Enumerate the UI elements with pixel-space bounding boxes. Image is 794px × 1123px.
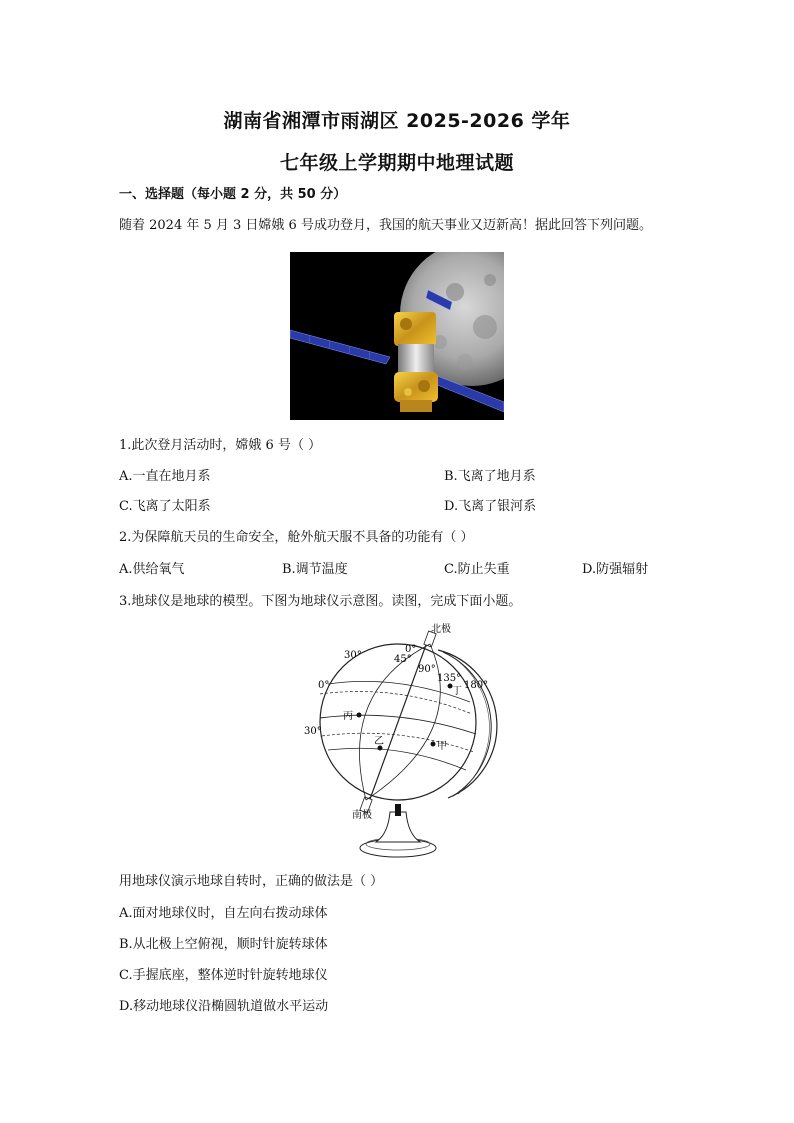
label-lat-30s: 30° <box>304 726 322 737</box>
label-lon-45: 45° <box>394 654 412 665</box>
point-jia-dot <box>431 742 436 747</box>
spacecraft-moon-illustration <box>290 252 504 420</box>
label-point-yi: 乙 <box>374 736 384 747</box>
q2-option-b: B.调节温度 <box>282 562 348 577</box>
label-point-jia: 甲 <box>437 741 447 752</box>
label-lon-0: 0° <box>405 644 417 655</box>
q3-option-a: A.面对地球仪时，自左向右拨动球体 <box>119 906 328 921</box>
section-heading: 一、选择题（每小题 2 分，共 50 分） <box>119 187 347 202</box>
q3-stem: 3.地球仪是地球的模型。下图为地球仪示意图。读图，完成下面小题。 <box>119 594 522 609</box>
intro-text: 随着 2024 年 5 月 3 日嫦娥 6 号成功登月，我国的航天事业又迈新高！据此回答下列问题。 <box>119 218 652 233</box>
label-lat-30n: 30° <box>344 650 362 661</box>
label-south-pole: 南极 <box>352 810 372 821</box>
point-bing-dot <box>357 713 362 718</box>
label-lon-180: 180° <box>464 680 489 691</box>
title-line-1: 湖南省湘潭市雨湖区 2025-2026 学年 <box>223 110 571 132</box>
q1-option-d: D.飞离了银河系 <box>444 499 537 514</box>
q2-option-d: D.防强辐射 <box>582 562 649 577</box>
change6-photo <box>290 252 504 420</box>
label-point-ding: 丁 <box>452 686 462 697</box>
q3-option-d: D.移动地球仪沿椭圆轨道做水平运动 <box>119 999 329 1014</box>
label-lat-0: 0° <box>318 680 330 691</box>
q3-sub-stem: 用地球仪演示地球自转时，正确的做法是（ ） <box>119 874 384 889</box>
globe-stand <box>376 812 420 842</box>
q1-option-b: B.飞离了地月系 <box>444 469 536 484</box>
q1-option-c: C.飞离了太阳系 <box>119 499 211 514</box>
q1-stem: 1.此次登月活动时，嫦娥 6 号（ ） <box>119 438 322 453</box>
label-lon-135: 135° <box>437 673 462 684</box>
q2-option-c: C.防止失重 <box>444 562 510 577</box>
q2-option-a: A.供给氧气 <box>119 562 185 577</box>
q2-stem: 2.为保障航天员的生命安全，舱外航天服不具备的功能有（ ） <box>119 530 474 545</box>
q1-option-a: A.一直在地月系 <box>119 469 211 484</box>
label-lon-90: 90° <box>418 664 436 675</box>
q3-option-c: C.手握底座，整体逆时针旋转地球仪 <box>119 968 328 983</box>
label-north-pole: 北极 <box>431 624 451 635</box>
title-line-2: 七年级上学期期中地理试题 <box>279 152 514 174</box>
label-point-bing: 丙 <box>343 711 353 722</box>
q3-option-b: B.从北极上空俯视，顺时针旋转球体 <box>119 937 328 952</box>
globe-diagram <box>298 622 498 862</box>
